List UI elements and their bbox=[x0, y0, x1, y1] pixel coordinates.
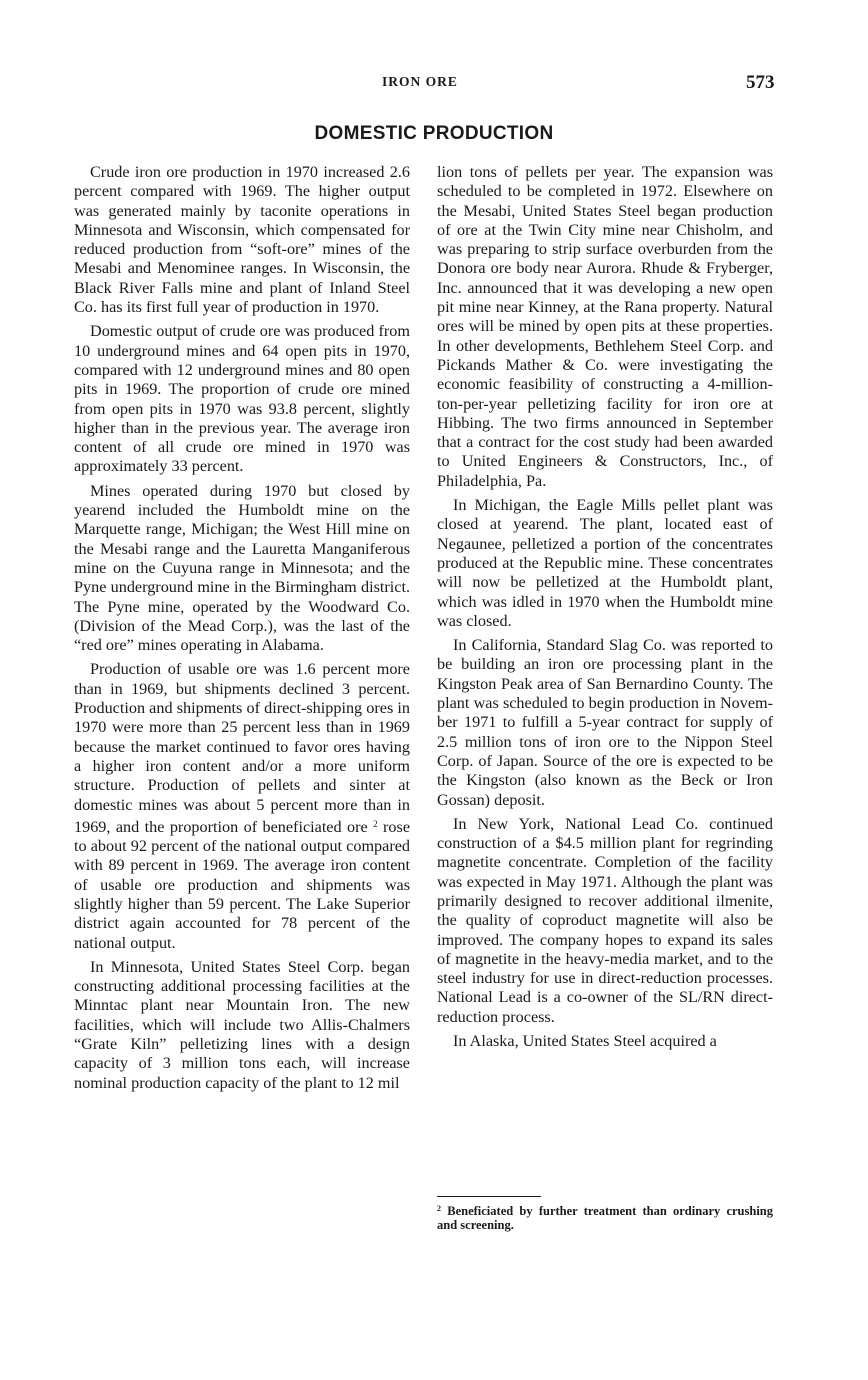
paragraph: In Michigan, the Eagle Mills pellet plant was closed at yearend. The plant, located east of Negaunee, pelletized a portion of the concentrates produced at the Republic mine. These concentrates will now be pelletized at the Humboldt plant, which was idled in 1970 when the Humboldt mine was closed. bbox=[437, 496, 773, 630]
right-column bbox=[437, 163, 773, 1056]
paragraph: In Minnesota, United States Steel Corp. began constructing additional processing facilities at the Minntac plant near Mountain Iron. The new facilities, which will include two Allis-Chalmers “Grate Kiln” pelletizing lines with a design capacity of 3 million tons each, will increase nominal production capacity of the plant to 12 mil bbox=[74, 957, 410, 1092]
footnote-rule bbox=[437, 1196, 541, 1197]
paragraph: Mines operated during 1970 but closed by yearend included the Humboldt mine on the Marquette range, Michigan; the West Hill mine on the Mesabi range and the Lauretta Manganiferous mine on the Cuyuna range in Minnesota; and the Pyne underground mine in the Birmingham district. The Pyne mine, operated by the Woodward Co. (Division of the Mead Corp.), was the last of the “red ore” mines operating in Alabama. bbox=[74, 481, 410, 655]
paragraph: In Alaska, United States Steel acquired a bbox=[453, 1032, 717, 1051]
running-title: IRON ORE bbox=[382, 74, 458, 89]
footnote bbox=[437, 1202, 773, 1232]
page-number: 573 bbox=[746, 72, 775, 93]
paragraph: Crude iron ore production in 1970 increased 2.6 percent compared with 1969. The higher output was generated mainly by taconite operations in Minnesota and Wisconsin, which compensated for reduced production from “soft-ore” mines of the Mesabi and Menominee ranges. In Wisconsin, the Black River Falls mine and plant of Inland Steel Co. has its first full year of production in 1970. bbox=[74, 163, 410, 317]
paragraph bbox=[74, 660, 410, 952]
footnote-mark: 2 bbox=[437, 1204, 441, 1213]
footnote-reference: 2 bbox=[373, 818, 378, 829]
paragraph: Domestic output of crude ore was produced from 10 underground mines and 64 open pits in 1970, compared with 12 underground mines and 80 open pits in 1969. The proportion of crude ore mined from open pits in 1970 was 93.8 percent, slightly higher than in the previous year. The average iron content of all crude ore mined in 1970 was approximately 33 percent. bbox=[74, 322, 410, 476]
paragraph: In New York, National Lead Co. continued construction of a $4.5 million plant for regrinding magnetite concentrate. Completion of the facility was expected in May 1971. Although the plant was primarily designed to recover additional ilmenite, the quality of coproduct magnetite will also be improved. The company hopes to expand its sales of magnetite in the heavy-media market, and to the steel industry for use in direct-reduction processes. National Lead is a co-owner of the SL/RN direct-reduction process. bbox=[437, 814, 773, 1026]
paragraph-text: rose to about 92 percent of the national output compared with 89 percent in 1969. The average iron content of usable ore production and shipments was slightly higher than 59 percent. The Lake Superior district again accounted for 78 percent of the national output. bbox=[74, 817, 410, 952]
page-header bbox=[0, 72, 868, 96]
footnote-text: Beneficiated by further treatment than ordinary crushing and screening. bbox=[437, 1204, 774, 1232]
paragraph-text: Production of usable ore was 1.6 percent more than in 1969, but shipments declined 3 percent. Production and shipments of direct-shipping ores in 1970 were more than 25 percent less than in 1969 because the market continued to favor ores having a higher iron content and/or a more uniform structure. Production of pellets and sinter at domestic mines was about 5 percent more than in 1969, and the proportion of beneficiated ore bbox=[74, 660, 410, 836]
paragraph-continued: lion tons of pellets per year. The expansion was scheduled to be completed in 1972. Elsewhere on the Mesabi, United States Steel began production of ore at the Twin City mine near Chisholm, and was preparing to strip surface overburden from the Donora ore body near Aurora. Rhude & Fryberger, Inc. announced that it was developing a new open pit mine near Kinney, at the Rana property. Natural ores will be mined by open pits at these properties. In other developments, Bethlehem Steel Corp. and Pickands Mather & Co. were investigating the economic feasibility of constructing a 4-million-ton-per-year pelletizing facility for iron ore at Hibbing. The two firms announced in September that a contract for the cost study had been awarded to United Engineers & Constructors, Inc., of Philadelphia, Pa. bbox=[437, 163, 773, 490]
section-title: DOMESTIC PRODUCTION bbox=[314, 123, 554, 144]
paragraph: In California, Standard Slag Co. was reported to be building an iron ore processing plant in the Kingston Peak area of San Bernardino County. The plant was scheduled to begin production in November 1971 to fulfill a 5-year contract for supply of 2.5 million tons of iron ore to the Nippon Steel Corp. of Japan. Source of the ore is expected to be the Kingston (also known as the Beck or Iron Gossan) deposit. bbox=[437, 636, 773, 809]
left-column bbox=[74, 163, 410, 1098]
